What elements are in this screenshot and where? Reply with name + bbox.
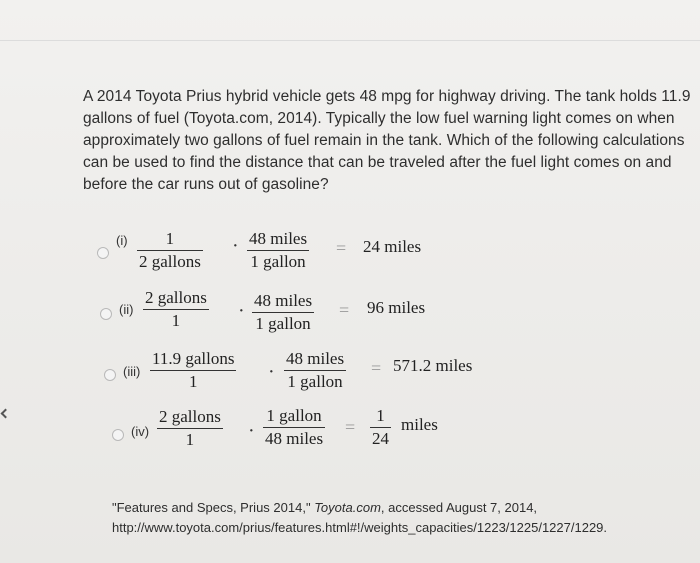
multiply-operator: · xyxy=(268,361,275,383)
fraction-1 xyxy=(157,407,223,450)
radio-button-i[interactable] xyxy=(97,247,109,259)
fraction-bar xyxy=(143,309,209,310)
citation-source: Toyota.com xyxy=(314,500,381,515)
fraction-2 xyxy=(247,229,309,272)
fraction-denominator: 1 gallon xyxy=(250,252,306,271)
fraction-numerator: 1 xyxy=(376,406,385,425)
fraction-2 xyxy=(263,406,325,449)
fraction-1 xyxy=(137,229,203,272)
fraction-bar xyxy=(284,370,346,371)
option-label: (iii) xyxy=(123,364,141,379)
result-fraction xyxy=(370,406,391,449)
citation-access-date: , accessed August 7, 2014, xyxy=(380,500,538,515)
fraction-bar xyxy=(370,427,391,428)
radio-button-ii[interactable] xyxy=(100,308,112,320)
equals-sign: = xyxy=(336,238,347,258)
option-label: (i) xyxy=(116,233,128,248)
radio-button-iii[interactable] xyxy=(104,369,116,381)
fraction-bar xyxy=(263,427,325,428)
fraction-numerator: 1 xyxy=(165,229,175,248)
fraction-bar xyxy=(150,370,236,371)
fraction-numerator: 48 miles xyxy=(249,229,308,248)
fraction-denominator: 1 gallon xyxy=(287,372,343,391)
multiply-operator: · xyxy=(232,235,239,257)
citation-title: "Features and Specs, Prius 2014," xyxy=(112,500,315,515)
fraction-denominator: 1 xyxy=(185,430,195,449)
citation-footnote xyxy=(112,498,697,538)
option-label: (ii) xyxy=(119,302,134,317)
citation-url: http://www.toyota.com/prius/features.html#!/weights_capacities/1223/1225/1227/1229. xyxy=(112,520,608,535)
fraction-numerator: 11.9 gallons xyxy=(152,349,235,368)
edge-arrow-icon xyxy=(1,409,11,419)
result-value: 571.2 miles xyxy=(393,356,473,375)
fraction-2 xyxy=(252,291,314,334)
result-value: 96 miles xyxy=(367,298,426,317)
fraction-bar xyxy=(157,428,223,429)
fraction-1 xyxy=(150,349,236,392)
question-text: A 2014 Toyota Prius hybrid vehicle gets 48 mpg for highway driving. The tank holds 11.9 gallons of fuel (Toyota.com, 2014). Typically the low fuel warning light comes on when approximately two gallons of fuel remain in the tank. Which of the following calculations can be used to find the distance that can be traveled after the fuel light comes on and before the car runs out of gasoline? xyxy=(83,88,691,193)
fraction-bar xyxy=(252,312,314,313)
option-label: (iv) xyxy=(131,424,150,439)
fraction-denominator: 1 xyxy=(188,372,198,391)
fraction-bar xyxy=(247,250,309,251)
fraction-numerator: 2 gallons xyxy=(159,407,221,426)
fraction-numerator: 48 miles xyxy=(286,349,345,368)
result-unit: miles xyxy=(401,415,438,434)
fraction-denominator: 1 gallon xyxy=(255,314,311,333)
fraction-1 xyxy=(143,288,209,331)
fraction-bar xyxy=(137,250,203,251)
multiply-operator: · xyxy=(248,420,255,442)
fraction-denominator: 1 xyxy=(171,311,181,330)
radio-button-iv[interactable] xyxy=(112,429,124,441)
fraction-numerator: 1 gallon xyxy=(266,406,322,425)
fraction-numerator: 48 miles xyxy=(254,291,313,310)
fraction-numerator: 2 gallons xyxy=(145,288,207,307)
equals-sign: = xyxy=(345,417,356,437)
result-value: 24 miles xyxy=(363,237,422,256)
fraction-denominator: 2 gallons xyxy=(139,252,201,271)
fraction-denominator: 48 miles xyxy=(265,429,324,448)
fraction-2 xyxy=(284,349,346,392)
fraction-denominator: 24 xyxy=(372,429,389,448)
multiply-operator: · xyxy=(238,300,245,322)
equals-sign: = xyxy=(371,358,382,378)
equals-sign: = xyxy=(339,300,350,320)
